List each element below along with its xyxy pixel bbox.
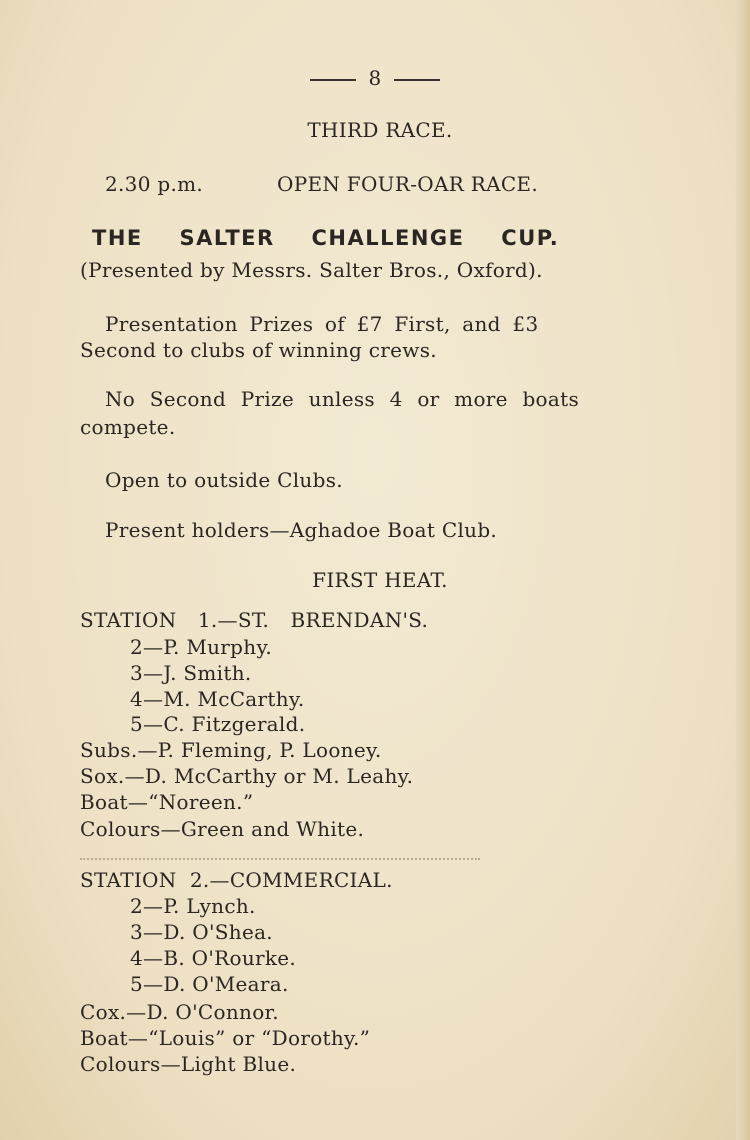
race-title: THIRD RACE. <box>307 118 453 142</box>
heat-title: FIRST HEAT. <box>312 568 448 592</box>
crew-member: 2—P. Murphy. <box>130 635 273 659</box>
station-2-title: STATION 2.—COMMERCIAL. <box>80 868 393 892</box>
present-holders: Present holders—Aghadoe Boat Club. <box>105 518 498 542</box>
second-prize-line-2: compete. <box>80 415 176 439</box>
station-detail: Sox.—D. McCarthy or M. Leahy. <box>80 764 414 788</box>
crew-member: 3—D. O'Shea. <box>130 920 273 944</box>
prizes-line-1: Presentation Prizes of £7 First, and £3 <box>105 312 539 336</box>
crew-member: 5—C. Fitzgerald. <box>130 712 306 736</box>
crew-member: 4—M. McCarthy. <box>130 687 305 711</box>
station-detail: Colours—Green and White. <box>80 817 365 841</box>
station-detail: Boat—“Noreen.” <box>80 790 254 814</box>
station-detail: Subs.—P. Fleming, P. Looney. <box>80 738 382 762</box>
second-prize-line-1: No Second Prize unless 4 or more boats <box>105 387 580 411</box>
open-note: Open to outside Clubs. <box>105 468 343 492</box>
station-detail: Cox.—D. O'Connor. <box>80 1000 279 1024</box>
crew-member: 3—J. Smith. <box>130 661 252 685</box>
page-number <box>0 66 750 90</box>
station-detail: Boat—“Louis” or “Dorothy.” <box>80 1026 371 1050</box>
crew-member: 4—B. O'Rourke. <box>130 946 297 970</box>
cup-title: THE SALTER CHALLENGE CUP. <box>92 226 560 250</box>
presented-by: (Presented by Messrs. Salter Bros., Oxford). <box>80 258 543 282</box>
station-1-title: STATION 1.—ST. BRENDAN'S. <box>80 608 429 632</box>
prizes-line-2: Second to clubs of winning crews. <box>80 338 437 362</box>
race-time: 2.30 p.m. <box>105 172 204 196</box>
dotted-divider <box>80 858 480 860</box>
race-name: OPEN FOUR-OAR RACE. <box>277 172 538 196</box>
crew-member: 5—D. O'Meara. <box>130 972 289 996</box>
page-number-text: 8 <box>368 66 382 90</box>
crew-member: 2—P. Lynch. <box>130 894 256 918</box>
station-detail: Colours—Light Blue. <box>80 1052 297 1076</box>
